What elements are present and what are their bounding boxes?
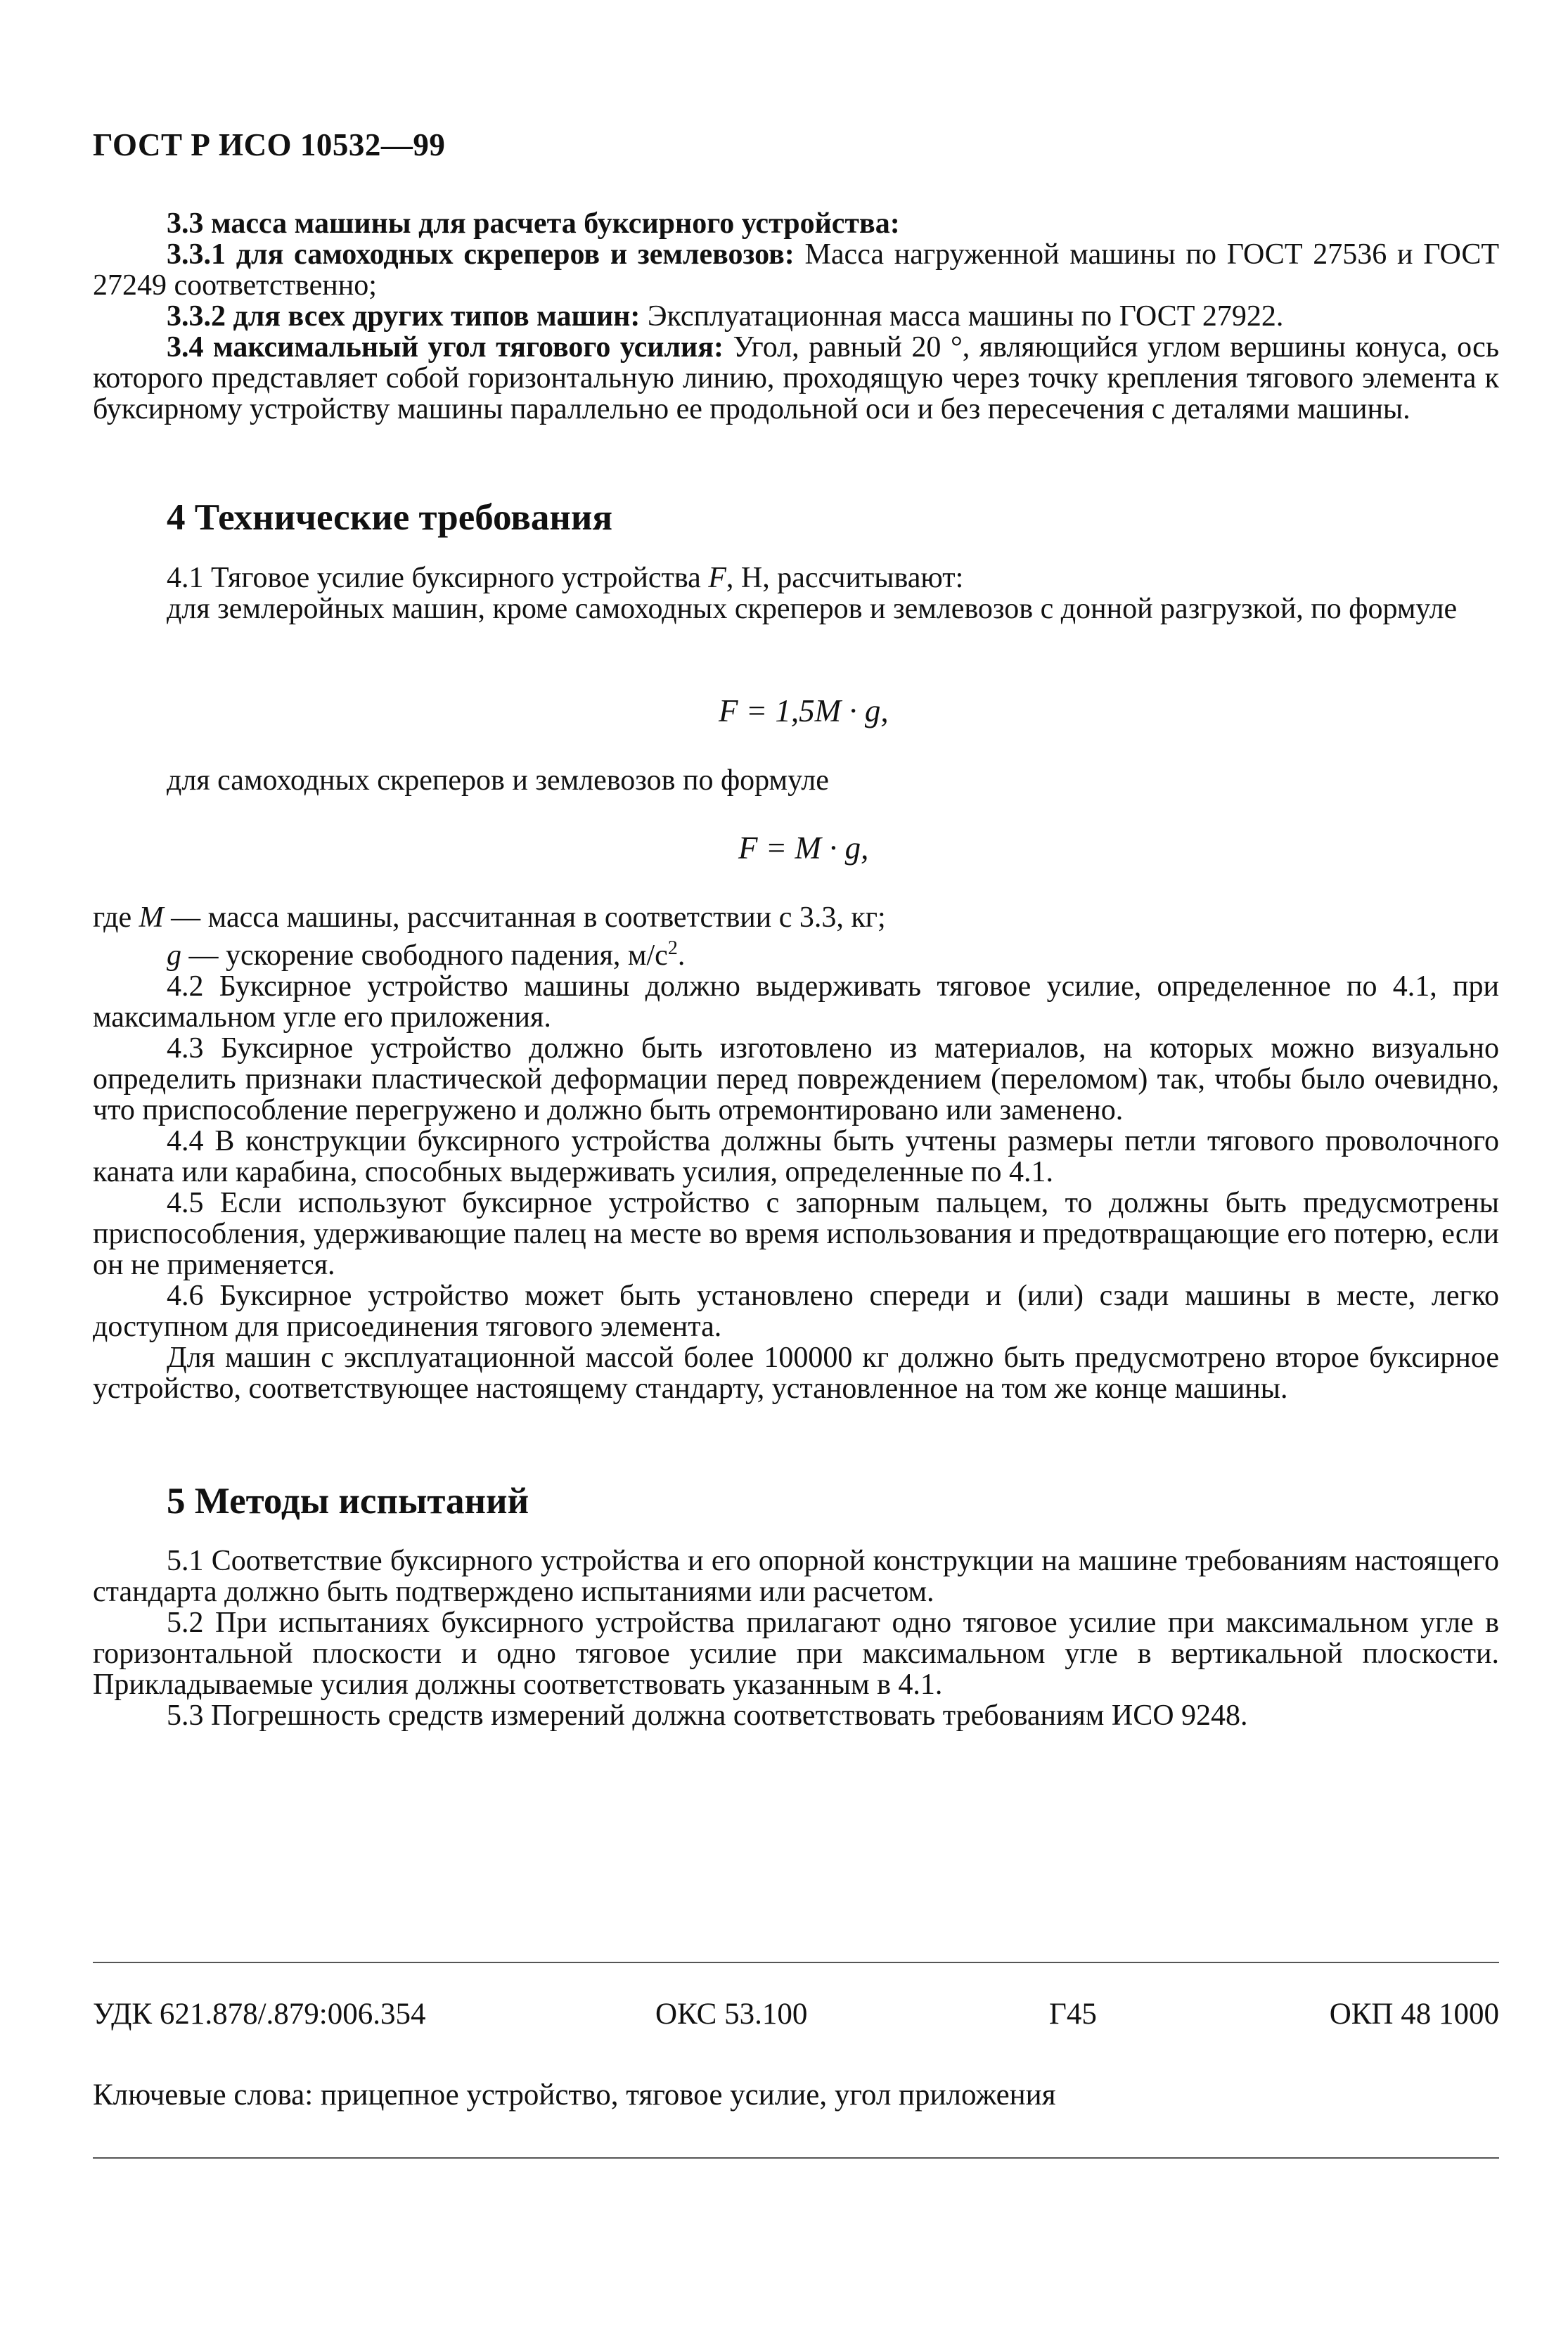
oks-code: ОКС 53.100 xyxy=(655,1998,808,2031)
clause-3-3-2 xyxy=(93,301,1499,332)
section-4-heading: 4 Технические требования xyxy=(167,497,613,538)
term-3-3-2: 3.3.2 для всех других типов машин: xyxy=(167,300,641,333)
force-variable: F xyxy=(708,562,726,594)
clause-4-1: 4.1 Тяговое усилие буксирного устройства F, Н, рассчитывают: xyxy=(167,562,964,594)
udk-code: УДК 621.878/.879:006.354 xyxy=(93,1998,426,2031)
clause-4-1-scrapers: для самоходных скреперов и землевозов по формуле xyxy=(167,764,829,797)
clause-4-6: 4.6 Буксирное устройство может быть установлено спереди и (или) сзади машины в месте, легко доступном для присоединения тягового элемента. xyxy=(93,1280,1499,1343)
clause-4-6-second: Для машин с эксплуатационной массой более 100000 кг должно быть предусмотрено второе буксирное устройство, соответствующее настоящему стандарту, установленное на том же конце машины. xyxy=(93,1342,1499,1405)
clause-3-4 xyxy=(93,332,1499,425)
clause-4-1-intro xyxy=(93,563,1499,624)
keywords: Ключевые слова: прицепное устройство, тяговое усилие, угол приложения xyxy=(93,2078,1056,2112)
document-page xyxy=(93,0,1499,2326)
term-3-4: 3.4 максимальный угол тягового усилия: xyxy=(167,331,724,364)
clause-5-3: 5.3 Погрешность средств измерений должна соответствовать требованиям ИСО 9248. xyxy=(167,1699,1248,1732)
section-5-clauses xyxy=(93,1546,1499,1731)
document-code-header: ГОСТ Р ИСО 10532—99 xyxy=(93,127,446,162)
okp-code: ОКП 48 1000 xyxy=(1329,1998,1499,2031)
clause-5-2: 5.2 При испытаниях буксирного устройства прилагают одно тяговое усилие при максимальном угле в горизонтальной плоскости и одно тяговое усилие при максимальном угле в вертикальной плоскости. Прикладываемые усилия должны соответствовать указанным в 4.1. xyxy=(93,1607,1499,1701)
formula-1: F = 1,5M · g, xyxy=(719,693,889,728)
clause-3-3 xyxy=(93,208,1499,239)
section-3-definitions xyxy=(93,208,1499,425)
where-g: g — ускорение свободного падения, $м/с^2$. xyxy=(167,937,686,972)
term-3-3-1: 3.3.1 для самоходных скреперов и землевозов: xyxy=(167,238,795,271)
footer-top-rule xyxy=(93,1962,1499,1963)
clause-5-1: 5.1 Соответствие буксирного устройства и его опорной конструкции на машине требованиям настоящего стандарта должно быть подтверждено испытаниями или расчетом. xyxy=(93,1545,1499,1608)
clause-4-5: 4.5 Если используют буксирное устройство с запорным пальцем, то должны быть предусмотрены приспособления, удерживающие палец на месте во время использования и предотвращающие его потерю, если он не применяется. xyxy=(93,1187,1499,1281)
clause-4-4: 4.4 В конструкции буксирного устройства должны быть учтены размеры петли тягового проволочного каната или карабина, способных выдерживать усилия, определенные по 4.1. xyxy=(93,1125,1499,1188)
section-5-heading: 5 Методы испытаний xyxy=(167,1481,529,1522)
clause-3-4-text: Угол, равный 20 °, являющийся углом вершины конуса, ось которого представляет собой горизонтальную линию, проходящую через точку крепления тягового элемента к буксирному устройству машины параллельно ее продольной оси и без пересечения с деталями машины. xyxy=(93,331,1499,425)
term-3-3: 3.3 масса машины для расчета буксирного устройства: xyxy=(167,207,900,240)
clause-3-3-1 xyxy=(93,239,1499,301)
g-code: Г45 xyxy=(1049,1998,1097,2031)
clause-4-1-earthmoving: для землеройных машин, кроме самоходных скреперов и землевозов с донной разгрузкой, по формуле xyxy=(167,593,1458,625)
where-m: где M — масса машины, рассчитанная в соответствии с 3.3, кг; xyxy=(93,901,886,934)
section-4-clauses xyxy=(93,902,1499,1404)
clause-4-3: 4.3 Буксирное устройство должно быть изготовлено из материалов, на которых можно визуально определить признаки пластической деформации перед повреждением (переломом) так, чтобы было очевидно, что приспособление перегружено и должно быть отремонтировано или заменено. xyxy=(93,1032,1499,1126)
footer-bottom-rule xyxy=(93,2157,1499,2159)
clause-4-2: 4.2 Буксирное устройство машины должно выдерживать тяговое усилие, определенное по 4.1, при максимальном угле его приложения. xyxy=(93,970,1499,1034)
formula-2: F = M · g, xyxy=(738,830,869,866)
clause-3-3-1-text: Масса нагруженной машины по ГОСТ 27536 и ГОСТ 27249 соответственно; xyxy=(93,238,1499,302)
clause-3-3-2-text: Эксплуатационная масса машины по ГОСТ 27922. xyxy=(640,300,1284,333)
